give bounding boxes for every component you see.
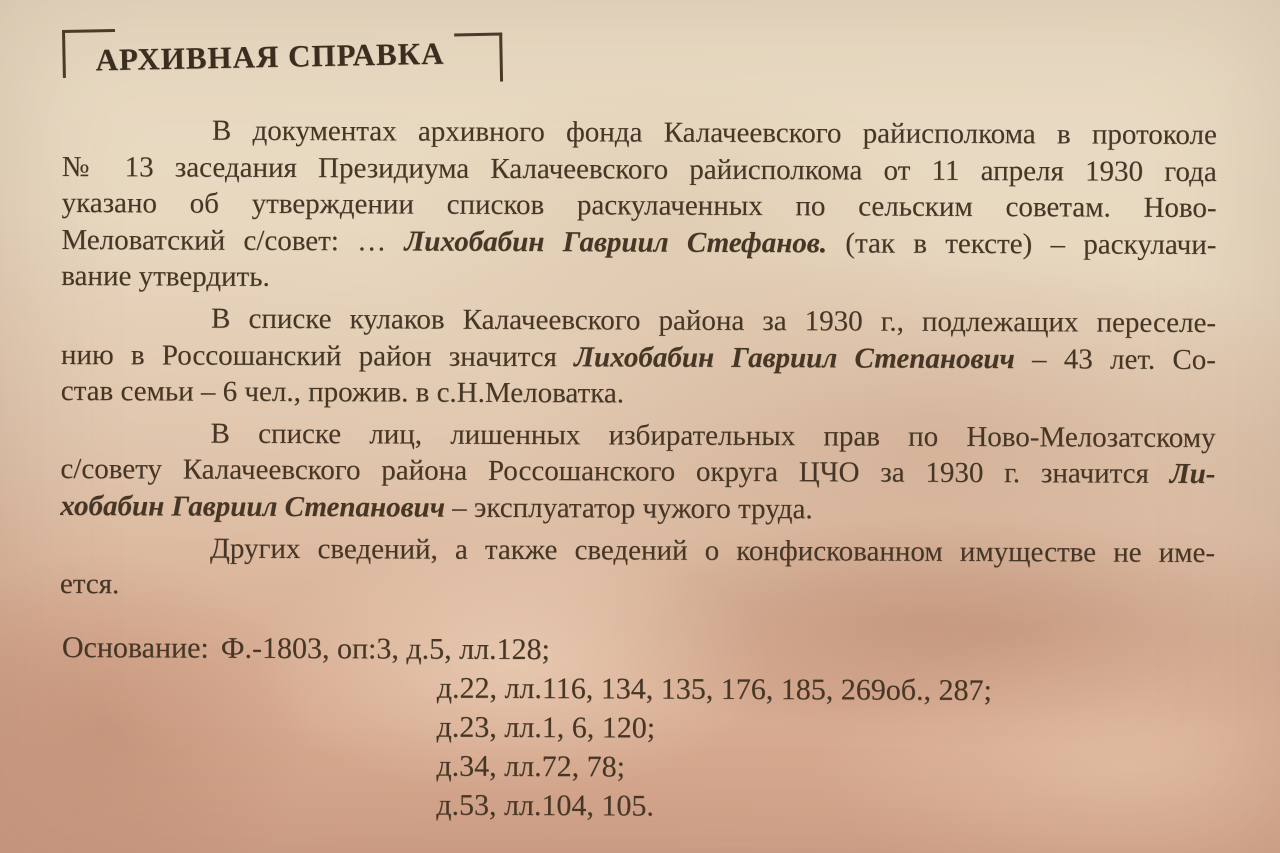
person-name-emphasis: Ли-	[1169, 458, 1216, 491]
basis-section	[61, 628, 1162, 828]
basis-continuation-line: д.34, лл.72, 78;	[436, 749, 626, 784]
text-line	[61, 300, 1216, 342]
paragraph	[61, 300, 1216, 415]
text-line	[60, 530, 1215, 572]
text-segment: став семьи – 6 чел., прожив. в с.Н.Меловатка.	[60, 375, 625, 410]
text-line	[61, 258, 1216, 300]
text-segment: Других сведений, а также сведений о конфискованном имуществе не име-	[210, 532, 1216, 569]
basis-continuation-line: д.22, лл.116, 134, 135, 176, 185, 269об., 287;	[436, 671, 993, 708]
text-line	[60, 488, 1215, 530]
document-title: АРХИВНАЯ СПРАВКА	[95, 35, 445, 78]
text-segment: ется.	[59, 568, 120, 601]
paragraph	[60, 415, 1215, 530]
person-name-emphasis: хобабин Гавриил Степанович	[60, 489, 446, 524]
text-segment: В списке кулаков Калачеевского района за 1930 г., подлежащих переселе-	[211, 302, 1217, 340]
text-line	[62, 112, 1217, 154]
basis-first-reference: Ф.-1803, оп:3, д.5, лл.128;	[220, 631, 550, 667]
document-header	[62, 22, 503, 90]
text-segment: – 43 лет. Со-	[1014, 342, 1216, 376]
paragraph	[61, 112, 1217, 300]
paragraph	[60, 530, 1215, 608]
text-segment: В списке лиц, лишенных избирательных прав по Ново-Мелозатскому	[210, 417, 1216, 454]
basis-label: Основание:	[61, 631, 209, 665]
text-segment: вание утвердить.	[61, 260, 270, 294]
person-name-emphasis: Лихобабин Гавриил Стефанов.	[404, 225, 828, 260]
basis-continuation-line: д.23, лл.1, 6, 120;	[436, 710, 656, 745]
text-line	[61, 222, 1216, 264]
text-line	[62, 149, 1217, 191]
text-line	[60, 451, 1215, 493]
text-segment: № 13 заседания Президиума Калачеевского райисполкома от 11 апреля 1930 года	[61, 150, 1217, 188]
basis-first-line	[62, 628, 1162, 672]
basis-continuations	[61, 667, 1162, 828]
text-line	[62, 185, 1217, 227]
corner-bracket-right-icon	[454, 33, 503, 83]
document-body	[60, 112, 1217, 613]
text-line	[61, 415, 1216, 457]
text-segment: – эксплуататор чужого труда.	[444, 491, 813, 526]
text-line	[61, 337, 1216, 379]
basis-continuation-line: д.53, лл.104, 105.	[436, 788, 655, 823]
text-segment: В документах архивного фонда Калачеевского райисполкома в протоколе	[211, 114, 1217, 152]
text-line	[61, 373, 1216, 415]
person-name-emphasis: Лихобабин Гавриил Степанович	[574, 340, 1015, 375]
text-segment: Меловатский с/совет: …	[61, 223, 405, 258]
text-line	[60, 566, 1215, 608]
text-segment: указано об утверждении списков раскулаченных по сельским советам. Ново-	[61, 187, 1217, 225]
text-segment: с/совету Калачеевского района Россошанского округа ЦЧО за 1930 г. значится	[60, 453, 1170, 491]
text-segment: (так в тексте) – раскулачи-	[826, 227, 1217, 261]
text-segment: нию в Россошанский район значится	[60, 338, 575, 373]
